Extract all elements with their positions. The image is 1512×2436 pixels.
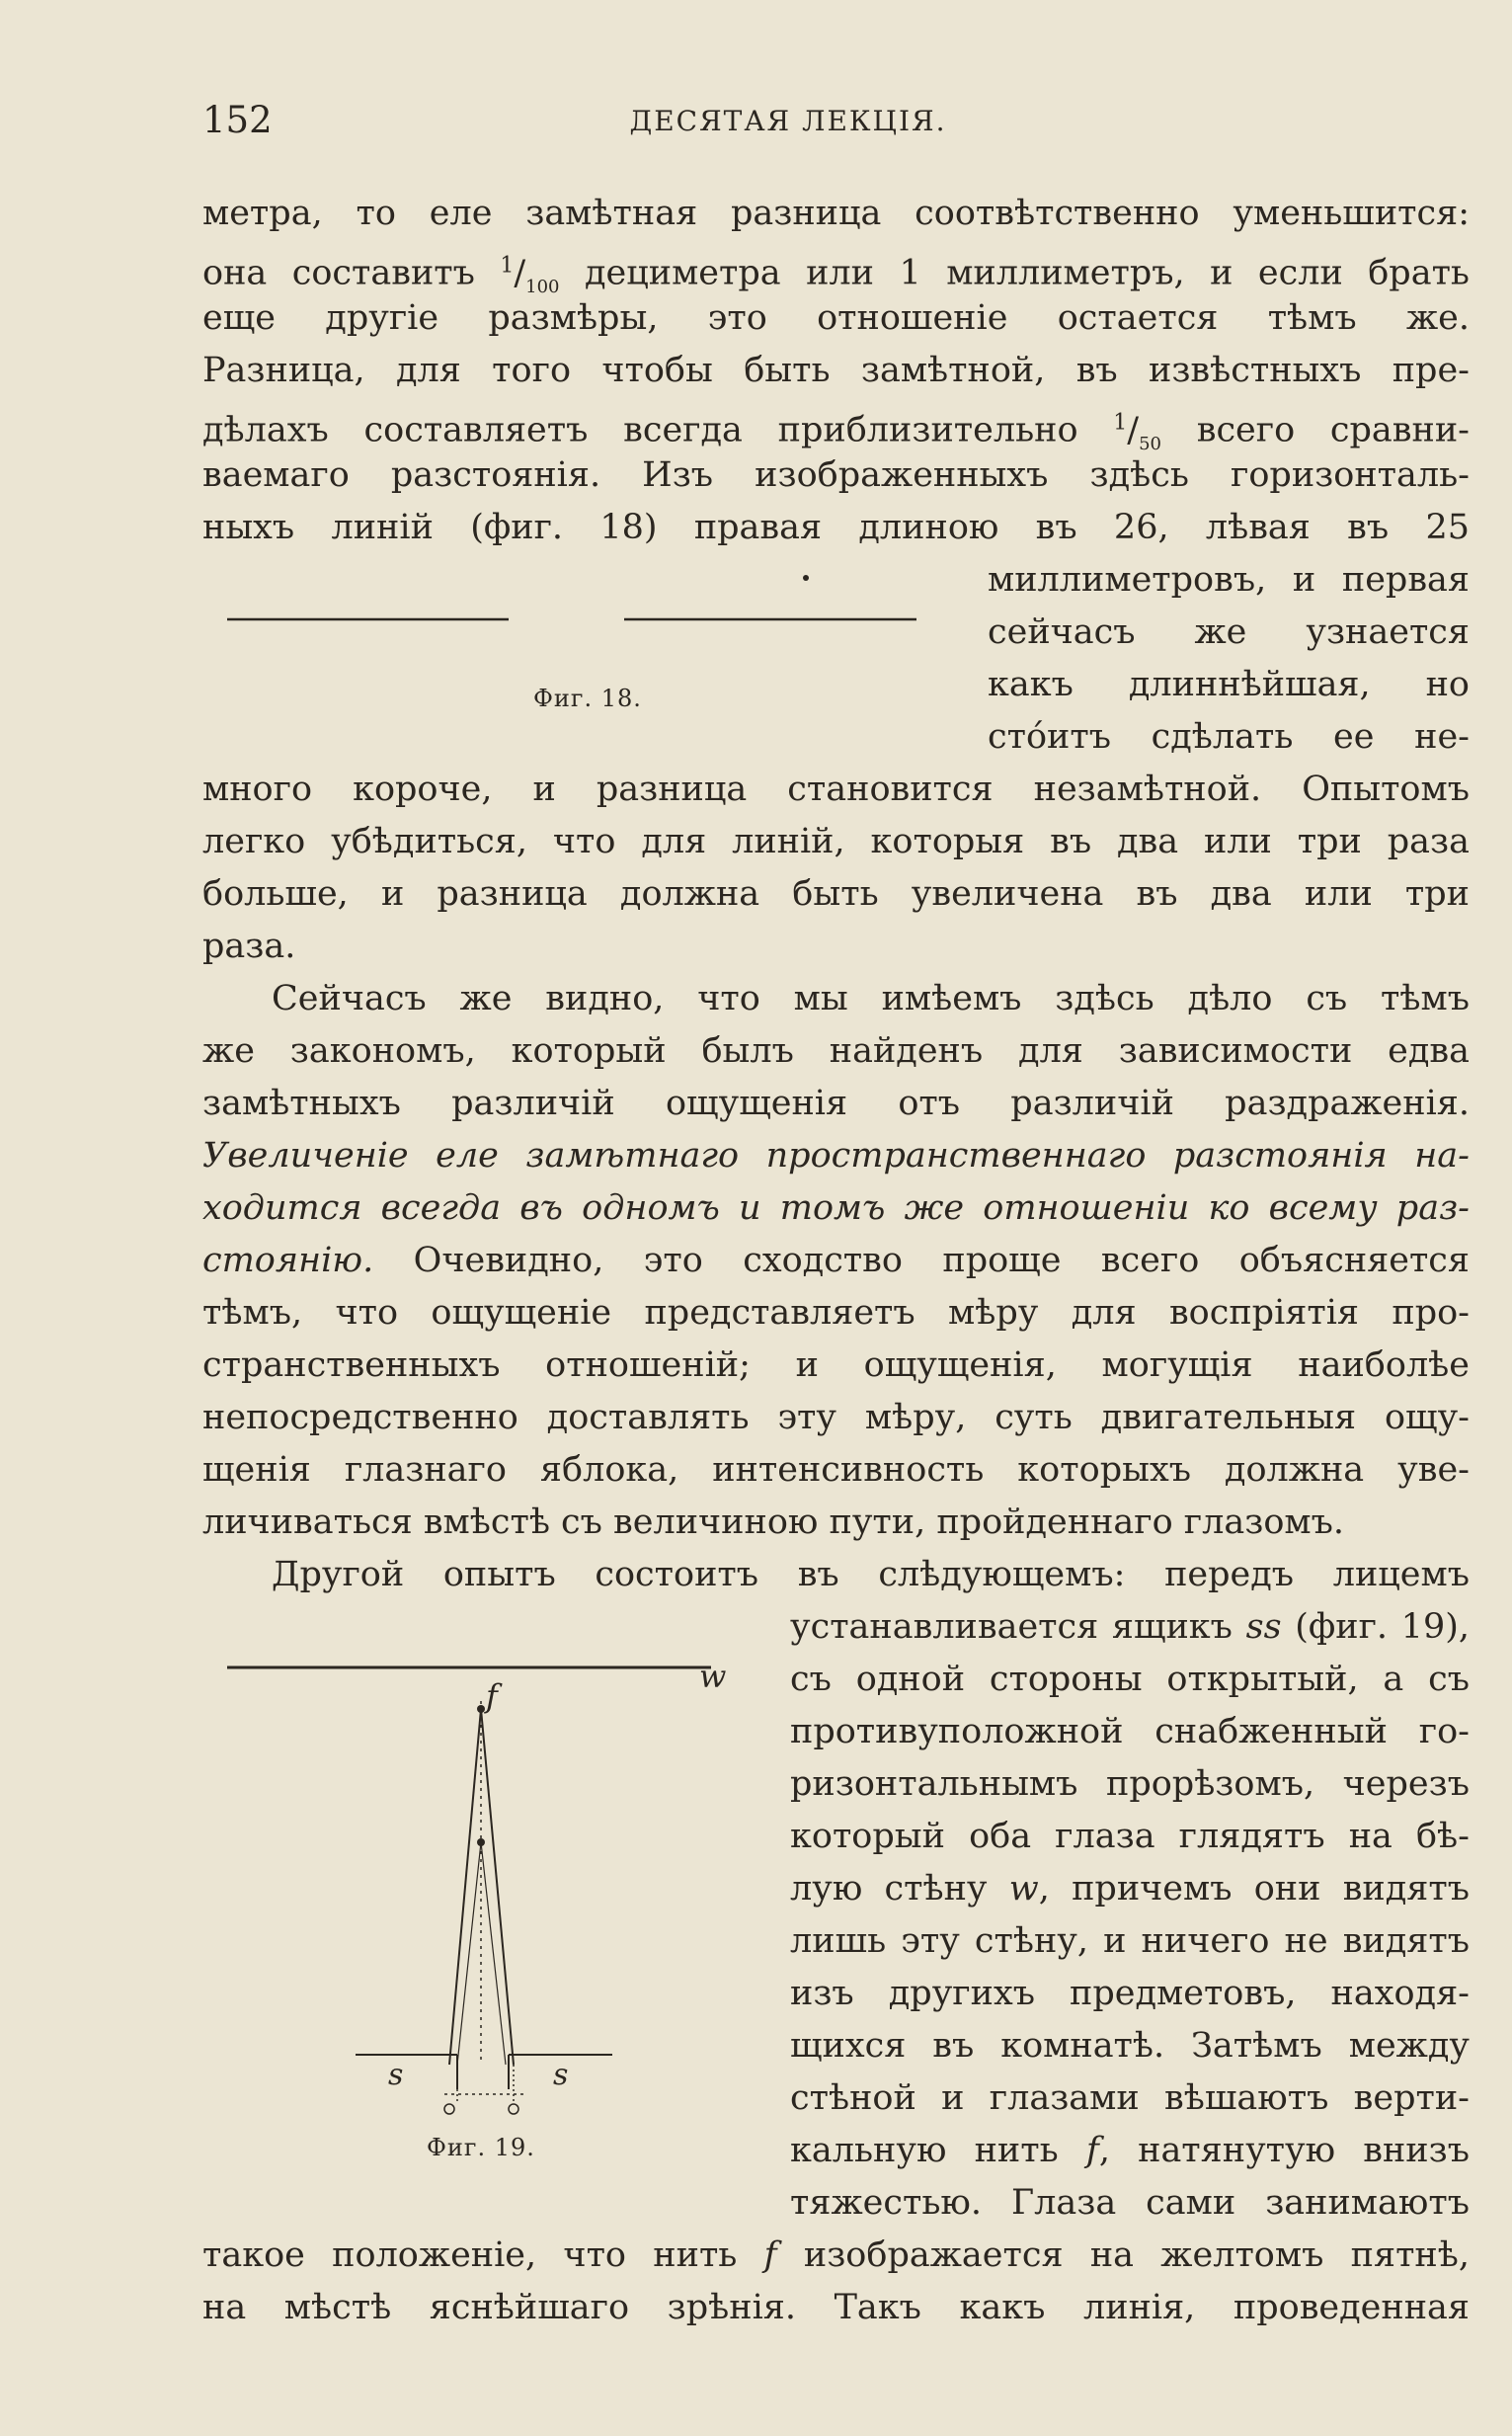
text-line: такое положеніе, что нить f изображается на желтомъ пятнѣ,	[202, 2235, 1470, 2275]
text-line: метра, то еле замѣтная разница соотвѣтственно уменьшится:	[202, 194, 1470, 233]
text-line: замѣтныхъ различій ощущенія отъ различій раздраженія.	[202, 1084, 1470, 1123]
text-line: противуположной снабженный го-	[790, 1712, 1470, 1751]
running-head: ДЕСЯТАЯ ЛЕКЦІЯ.	[629, 105, 947, 137]
fig19-label-s-right: s	[553, 2058, 569, 2092]
text-line: какъ длиннѣйшая, но	[988, 665, 1470, 704]
text-line: изъ другихъ предметовъ, находя-	[790, 1974, 1470, 2013]
figure-18	[217, 558, 731, 657]
text-line: на мѣстѣ яснѣйшаго зрѣнія. Такъ какъ линія, проведенная	[202, 2288, 1470, 2327]
text-line: съ одной стороны открытый, а съ	[790, 1660, 1470, 1699]
text-line: же закономъ, который былъ найденъ для зависимости едва	[202, 1031, 1470, 1071]
fig19-right-eye	[509, 2104, 518, 2114]
fig19-thread-top-point	[477, 1705, 485, 1713]
text-line: ризонтальнымъ прорѣзомъ, черезъ	[790, 1764, 1470, 1804]
figure-18-caption: Фиг. 18.	[533, 685, 642, 712]
fig19-thread-weight	[477, 1838, 485, 1846]
fig19-sight-line	[481, 1842, 506, 2065]
fig19-sight-line	[457, 1842, 481, 2065]
fig19-label-w: w	[699, 1658, 727, 1695]
text-line: личиваться вмѣстѣ съ величиною пути, пройденнаго глазомъ.	[202, 1502, 1345, 1542]
fig18-dot	[803, 575, 809, 581]
fig19-label-f: f	[486, 1677, 498, 1715]
text-line: миллиметровъ, и первая	[988, 560, 1470, 600]
text-line: лишь эту стѣну, и ничего не видятъ	[790, 1921, 1470, 1961]
text-line: Разница, для того чтобы быть замѣтной, въ извѣстныхъ пре-	[202, 351, 1470, 390]
text-line: она составитъ $^1/_{100}$ дециметра или 1 миллиметръ, и если брать	[202, 253, 1470, 297]
text-line: который оба глаза глядятъ на бѣ-	[790, 1817, 1470, 1856]
text-line: Сейчасъ же видно, что мы имѣемъ здѣсь дѣло съ тѣмъ	[272, 979, 1470, 1018]
text-line: щенія глазнаго яблока, интенсивность которыхъ должна уве-	[202, 1450, 1470, 1490]
text-line: еще другіе размѣры, это отношеніе остается тѣмъ же.	[202, 298, 1470, 338]
page-header	[202, 99, 1374, 142]
fig19-label-s-left: s	[388, 2058, 404, 2092]
text-line: устанавливается ящикъ ss (фиг. 19),	[790, 1607, 1470, 1647]
text-line: больше, и разница должна быть увеличена въ два или три	[202, 874, 1470, 914]
text-line: стóитъ сдѣлать ее не-	[988, 717, 1470, 757]
text-line: много короче, и разница становится незамѣтной. Опытомъ	[202, 770, 1470, 809]
text-line: сейчасъ же узнается	[988, 612, 1470, 652]
text-line: легко убѣдиться, что для линій, которыя въ два или три раза	[202, 822, 1470, 861]
fig19-left-eye	[444, 2104, 454, 2114]
text-line: стѣной и глазами вѣшаютъ верти-	[790, 2078, 1470, 2118]
text-line: Другой опытъ состоитъ въ слѣдующемъ: передъ лицемъ	[272, 1555, 1470, 1594]
figure-19	[207, 1640, 760, 2153]
text-line: тѣмъ, что ощущеніе представляетъ мѣру для воспріятія про-	[202, 1293, 1470, 1333]
text-line: лую стѣну w, причемъ они видятъ	[790, 1869, 1470, 1908]
text-line: дѣлахъ составляетъ всегда приблизительно $^1/_{50}$ всего сравни-	[202, 410, 1470, 454]
text-line: тяжестью. Глаза сами занимаютъ	[790, 2183, 1470, 2223]
text-line: щихся въ комнатѣ. Затѣмъ между	[790, 2026, 1470, 2066]
text-line: странственныхъ отношеній; и ощущенія, могущія наиболѣе	[202, 1345, 1470, 1385]
text-line-italic: ходится всегда въ одномъ и томъ же отношеніи ко всему раз-	[202, 1188, 1470, 1228]
page-number: 152	[202, 99, 273, 141]
text-line: ваемаго разстоянія. Изъ изображенныхъ здѣсь горизонталь-	[202, 455, 1470, 495]
text-line: раза.	[202, 927, 296, 966]
figure-19-caption: Фиг. 19.	[427, 2134, 535, 2161]
text-line: стоянію. Очевидно, это сходство проще всего объясняется	[202, 1241, 1470, 1280]
text-line: кальную нить f, натянутую внизъ	[790, 2131, 1470, 2170]
text-line: ныхъ линій (фиг. 18) правая длиною въ 26, лѣвая въ 25	[202, 508, 1470, 547]
text-line: непосредственно доставлять эту мѣру, суть двигательныя ощу-	[202, 1398, 1470, 1437]
text-line-italic: Увеличеніе еле замѣтнаго пространственнаго разстоянія на-	[202, 1136, 1470, 1176]
